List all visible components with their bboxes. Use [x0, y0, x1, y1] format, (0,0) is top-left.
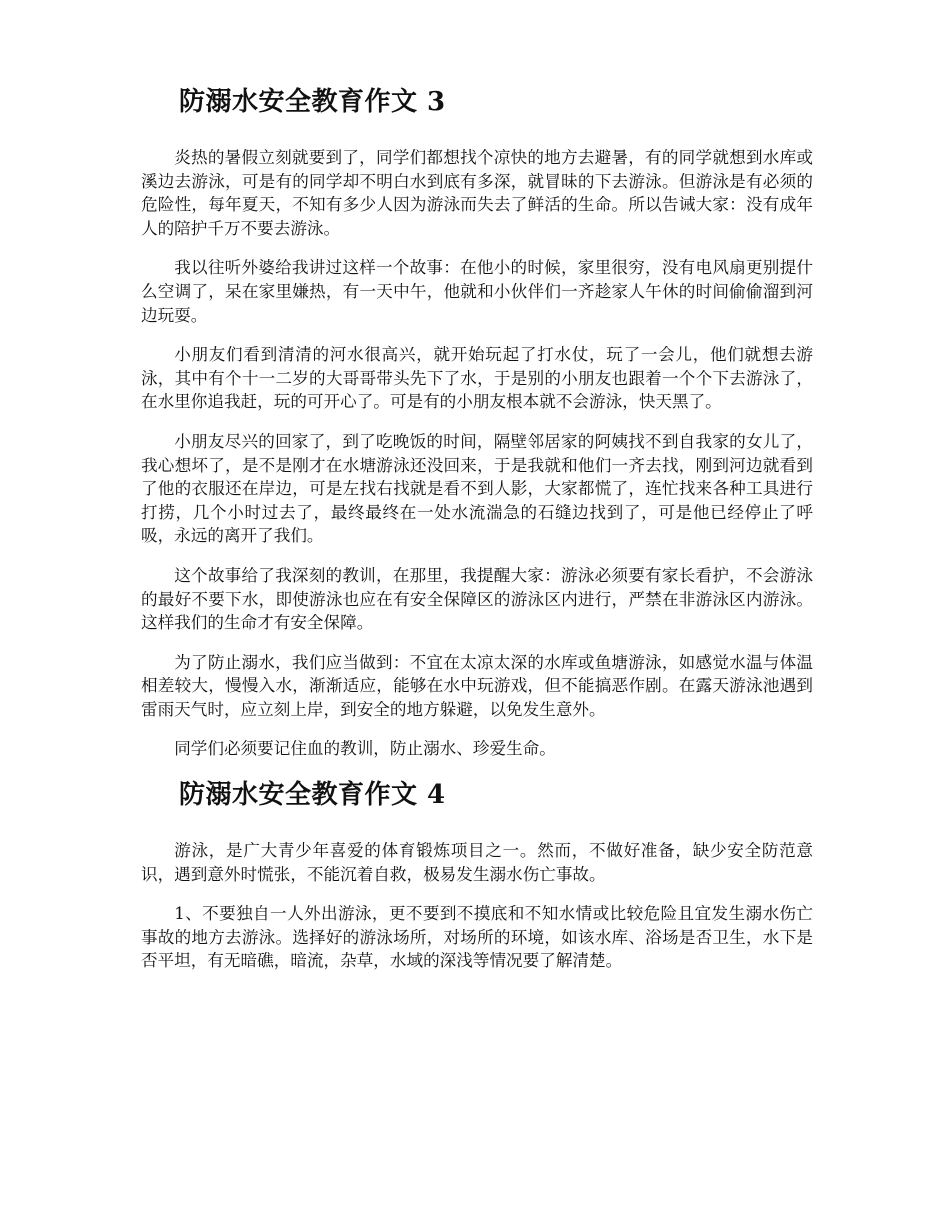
- paragraph: 1、不要独自一人外出游泳，更不要到不摸底和不知水情或比较危险且宜发生溺水伤亡事故的地方去游泳。选择好的游泳场所，对场所的环境，如该水库、浴场是否卫生，水下是否平坦，有无暗礁，暗流，杂草，水域的深浅等情况要了解清楚。: [141, 904, 813, 971]
- section-heading: 防溺水安全教育作文 4: [179, 780, 446, 811]
- paragraph: 炎热的暑假立刻就要到了，同学们都想找个凉快的地方去避暑，有的同学就想到水库或溪边去游泳，可是有的同学却不明白水到底有多深，就冒昧的下去游泳。但游泳是有必须的危险性，每年夏天，不知有多少人因为游泳而失去了鲜活的生命。所以告诫大家：没有成年人的陪护千万不要去游泳。: [141, 148, 813, 238]
- paragraph: 游泳，是广大青少年喜爱的体育锻炼项目之一。然而，不做好准备，缺少安全防范意识，遇到意外时慌张，不能沉着自救，极易发生溺水伤亡事故。: [141, 841, 813, 884]
- essay-section-3: [141, 84, 813, 761]
- paragraph: 同学们必须要记住血的教训，防止溺水、珍爱生命。: [174, 739, 556, 759]
- paragraph: 小朋友尽兴的回家了，到了吃晚饭的时间，隔壁邻居家的阿姨找不到自我家的女儿了，我心想坏了，是不是刚才在水塘游泳还没回来，于是我就和他们一齐去找，刚到河边就看到了他的衣服还在岸边，可是左找右找就是看不到人影，大家都慌了，连忙找来各种工具进行打捞，几个小时过去了，最终最终在一处水流湍急的石缝边找到了，可是他已经停止了呼吸，永远的离开了我们。: [141, 431, 813, 546]
- essay-section-4: [141, 777, 813, 973]
- section-heading: 防溺水安全教育作文 3: [179, 87, 446, 117]
- paragraph: 小朋友们看到清清的河水很高兴，就开始玩起了打水仗，玩了一会儿，他们就想去游泳，其中有个十一二岁的大哥哥带头先下了水，于是别的小朋友也跟着一个个下去游泳了，在水里你追我赶，玩的可开心了。可是有的小朋友根本就不会游泳，快天黑了。: [141, 345, 813, 412]
- paragraph: 为了防止溺水，我们应当做到：不宜在太凉太深的水库或鱼塘游泳，如感觉水温与体温相差较大，慢慢入水，渐渐适应，能够在水中玩游戏，但不能搞恶作剧。在露天游泳池遇到雷雨天气时，应立刻上岸，到安全的地方躲避，以免发生意外。: [141, 652, 813, 719]
- paragraph: 我以往听外婆给我讲过这样一个故事：在他小的时候，家里很穷，没有电风扇更别提什么空调了，呆在家里嫌热，有一天中午，他就和小伙伴们一齐趁家人午休的时间偷偷溜到河边玩耍。: [141, 258, 813, 325]
- paragraph: 这个故事给了我深刻的教训，在那里，我提醒大家：游泳必须要有家长看护，不会游泳的最好不要下水，即使游泳也应在有安全保障区的游泳区内进行，严禁在非游泳区内游泳。这样我们的生命才有安全保障。: [141, 565, 813, 633]
- document-page: [141, 84, 813, 989]
